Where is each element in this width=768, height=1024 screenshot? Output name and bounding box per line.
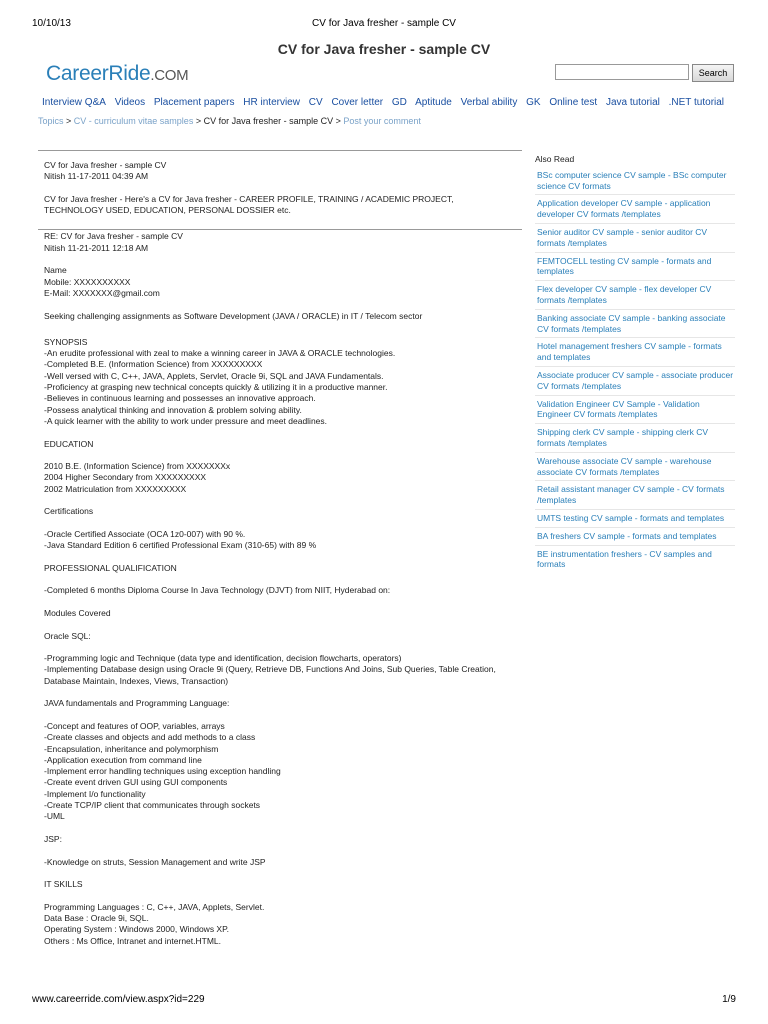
breadcrumb-sep: >: [333, 116, 344, 126]
print-date: 10/10/13: [32, 18, 71, 29]
oracle-heading: Oracle SQL:: [44, 630, 91, 641]
nav-item-gk[interactable]: GK: [526, 97, 541, 108]
also-read-link[interactable]: Banking associate CV sample - banking associate CV formats /templates: [535, 310, 735, 339]
certifications: -Oracle Certified Associate (OCA 1z0-007) with 90 %. -Java Standard Edition 6 certified Professional Exam (310-65) with 89 %: [44, 528, 317, 551]
jsp-text: -Knowledge on struts, Session Management and write JSP: [44, 856, 266, 867]
breadcrumb-sep: >: [193, 116, 204, 126]
post-body: CV for Java fresher - Here's a CV for Java fresher - CAREER PROFILE, TRAINING / ACADEMIC PROJECT, TECHNOLOGY USED, EDUCATION, PERSONAL DOSSIER etc.: [44, 193, 454, 216]
logo-suffix: .COM: [150, 67, 189, 84]
certifications-heading: Certifications: [44, 506, 94, 517]
synopsis: SYNOPSIS -An erudite professional with zeal to make a winning career in JAVA & ORACLE technologies. -Completed B.E. (Information Science) from XXXXXXXXX -Well versed with C, C++, JAVA, Applets, Servlet, Oracle 9i, SQL and JAVA Fundamentals. -Proficiency at grasping new technical concepts quickly & utilizing it in a productive manner. -Believes in continuous learning and possesses an innovative approach. -Possess analytical thinking and innovation & problem solving ability. -A quick learner with the ability to work under pressure and meet deadlines.: [44, 336, 396, 426]
also-read-link[interactable]: Associate producer CV sample - associate producer CV formats /templates: [535, 367, 735, 396]
post-meta: Nitish 11-17-2011 04:39 AM: [44, 171, 149, 182]
nav-item-cv[interactable]: CV: [308, 97, 323, 108]
also-read-link[interactable]: Validation Engineer CV Sample - Validation Engineer CV formats /templates: [535, 396, 735, 425]
breadcrumb: [38, 116, 421, 126]
education-heading: EDUCATION: [44, 438, 94, 449]
page-title: CV for Java fresher - sample CV: [277, 41, 491, 57]
post-title: CV for Java fresher - sample CV: [44, 160, 167, 170]
it-skills-heading: IT SKILLS: [44, 879, 83, 890]
nav-item-aptitude[interactable]: Aptitude: [415, 97, 452, 108]
prof-heading: PROFESSIONAL QUALIFICATION: [44, 562, 177, 573]
contact-block: Name Mobile: XXXXXXXXXX E-Mail: XXXXXXX@gmail.com: [44, 265, 160, 298]
nav-item-videos[interactable]: Videos: [114, 97, 146, 108]
also-read-link[interactable]: Senior auditor CV sample - senior auditor CV formats /templates: [535, 224, 735, 253]
nav-item-hr-interview[interactable]: HR interview: [243, 97, 300, 108]
breadcrumb-topics[interactable]: Topics: [38, 116, 64, 126]
breadcrumb-cv-samples[interactable]: CV - curriculum vitae samples: [73, 116, 194, 126]
reply-title: RE: CV for Java fresher - sample CV: [44, 231, 183, 242]
nav-item-cover-letter[interactable]: Cover letter: [331, 97, 384, 108]
also-read-link[interactable]: BSc computer science CV sample - BSc computer science CV formats: [535, 167, 735, 196]
nav-item-interview-qa[interactable]: Interview Q&A: [42, 97, 106, 108]
also-read-link[interactable]: Application developer CV sample - application developer CV formats /templates: [535, 195, 735, 224]
also-read-link[interactable]: Flex developer CV sample - flex developer CV formats /templates: [535, 281, 735, 310]
jsp-heading: JSP:: [44, 833, 62, 844]
objective: Seeking challenging assignments as Software Development (JAVA / ORACLE) in IT / Telecom sector: [44, 310, 423, 321]
also-read-sidebar: [535, 154, 735, 573]
breadcrumb-current: CV for Java fresher - sample CV: [203, 116, 334, 126]
nav-item-online-test[interactable]: Online test: [549, 97, 598, 108]
java-list: -Concept and features of OOP, variables, arrays -Create classes and objects and add methods to a class -Encapsulation, inheritance and polymorphism -Application execution from command line -Implement error handling techniques using exception handling -Create event driven GUI using GUI components -Implement I/o functionality -Create TCP/IP client that communicates through sockets -UML: [44, 720, 281, 822]
also-read-link[interactable]: FEMTOCELL testing CV sample - formats and templates: [535, 253, 735, 282]
oracle-list: -Programming logic and Technique (data type and identification, decision flowcharts, operators) -Implementing Database design using Oracle 9i (Query, Retrieve DB, Functions And Joins, Sub Queries, Table Creation, Database Maintain, Indexes, Views, Transaction): [44, 653, 496, 686]
page-number: 1/9: [722, 994, 736, 1005]
print-title: CV for Java fresher - sample CV: [312, 18, 456, 29]
divider: [38, 150, 522, 151]
main-nav: [42, 97, 730, 108]
java-heading: JAVA fundamentals and Programming Language:: [44, 698, 230, 709]
also-read-heading: Also Read: [535, 154, 575, 164]
nav-item-net-tutorial[interactable]: .NET tutorial: [668, 97, 725, 108]
also-read-link[interactable]: UMTS testing CV sample - formats and templates: [535, 510, 735, 528]
nav-item-verbal-ability[interactable]: Verbal ability: [460, 97, 518, 108]
also-read-link[interactable]: Warehouse associate CV sample - warehouse associate CV formats /templates: [535, 453, 735, 482]
search-button[interactable]: Search: [692, 64, 734, 82]
nav-item-java-tutorial[interactable]: Java tutorial: [605, 97, 660, 108]
reply-meta: Nitish 11-21-2011 12:18 AM: [44, 242, 149, 253]
search-input[interactable]: [555, 64, 689, 80]
breadcrumb-sep: >: [63, 116, 74, 126]
modules-heading: Modules Covered: [44, 607, 111, 618]
breadcrumb-post-comment[interactable]: Post your comment: [343, 116, 421, 126]
prof-qualification: -Completed 6 months Diploma Course In Java Technology (DJVT) from NIIT, Hyderabad on:: [44, 585, 391, 596]
also-read-link[interactable]: BE instrumentation freshers - CV samples and formats: [537, 548, 712, 570]
it-skills: Programming Languages : C, C++, JAVA, Applets, Servlet. Data Base : Oracle 9i, SQL. Operating System : Windows 2000, Windows XP. Others : Ms Office, Intranet and internet.HTML.: [44, 901, 265, 946]
main-content: [44, 160, 514, 958]
logo-text: CareerRide: [46, 62, 151, 85]
also-read-link[interactable]: Hotel management freshers CV sample - formats and templates: [535, 338, 735, 367]
also-read-link[interactable]: Shipping clerk CV sample - shipping clerk CV formats /templates: [535, 424, 735, 453]
education: 2010 B.E. (Information Science) from XXXXXXXx 2004 Higher Secondary from XXXXXXXXX 2002 Matriculation from XXXXXXXXX: [44, 461, 231, 494]
page-url: www.careerride.com/view.aspx?id=229: [32, 994, 205, 1005]
site-logo[interactable]: [46, 62, 188, 86]
nav-item-placement-papers[interactable]: Placement papers: [153, 97, 235, 108]
also-read-link[interactable]: Retail assistant manager CV sample - CV formats /templates: [535, 481, 735, 510]
also-read-link[interactable]: BA freshers CV sample - formats and templates: [535, 528, 735, 546]
nav-item-gd[interactable]: GD: [391, 97, 407, 108]
